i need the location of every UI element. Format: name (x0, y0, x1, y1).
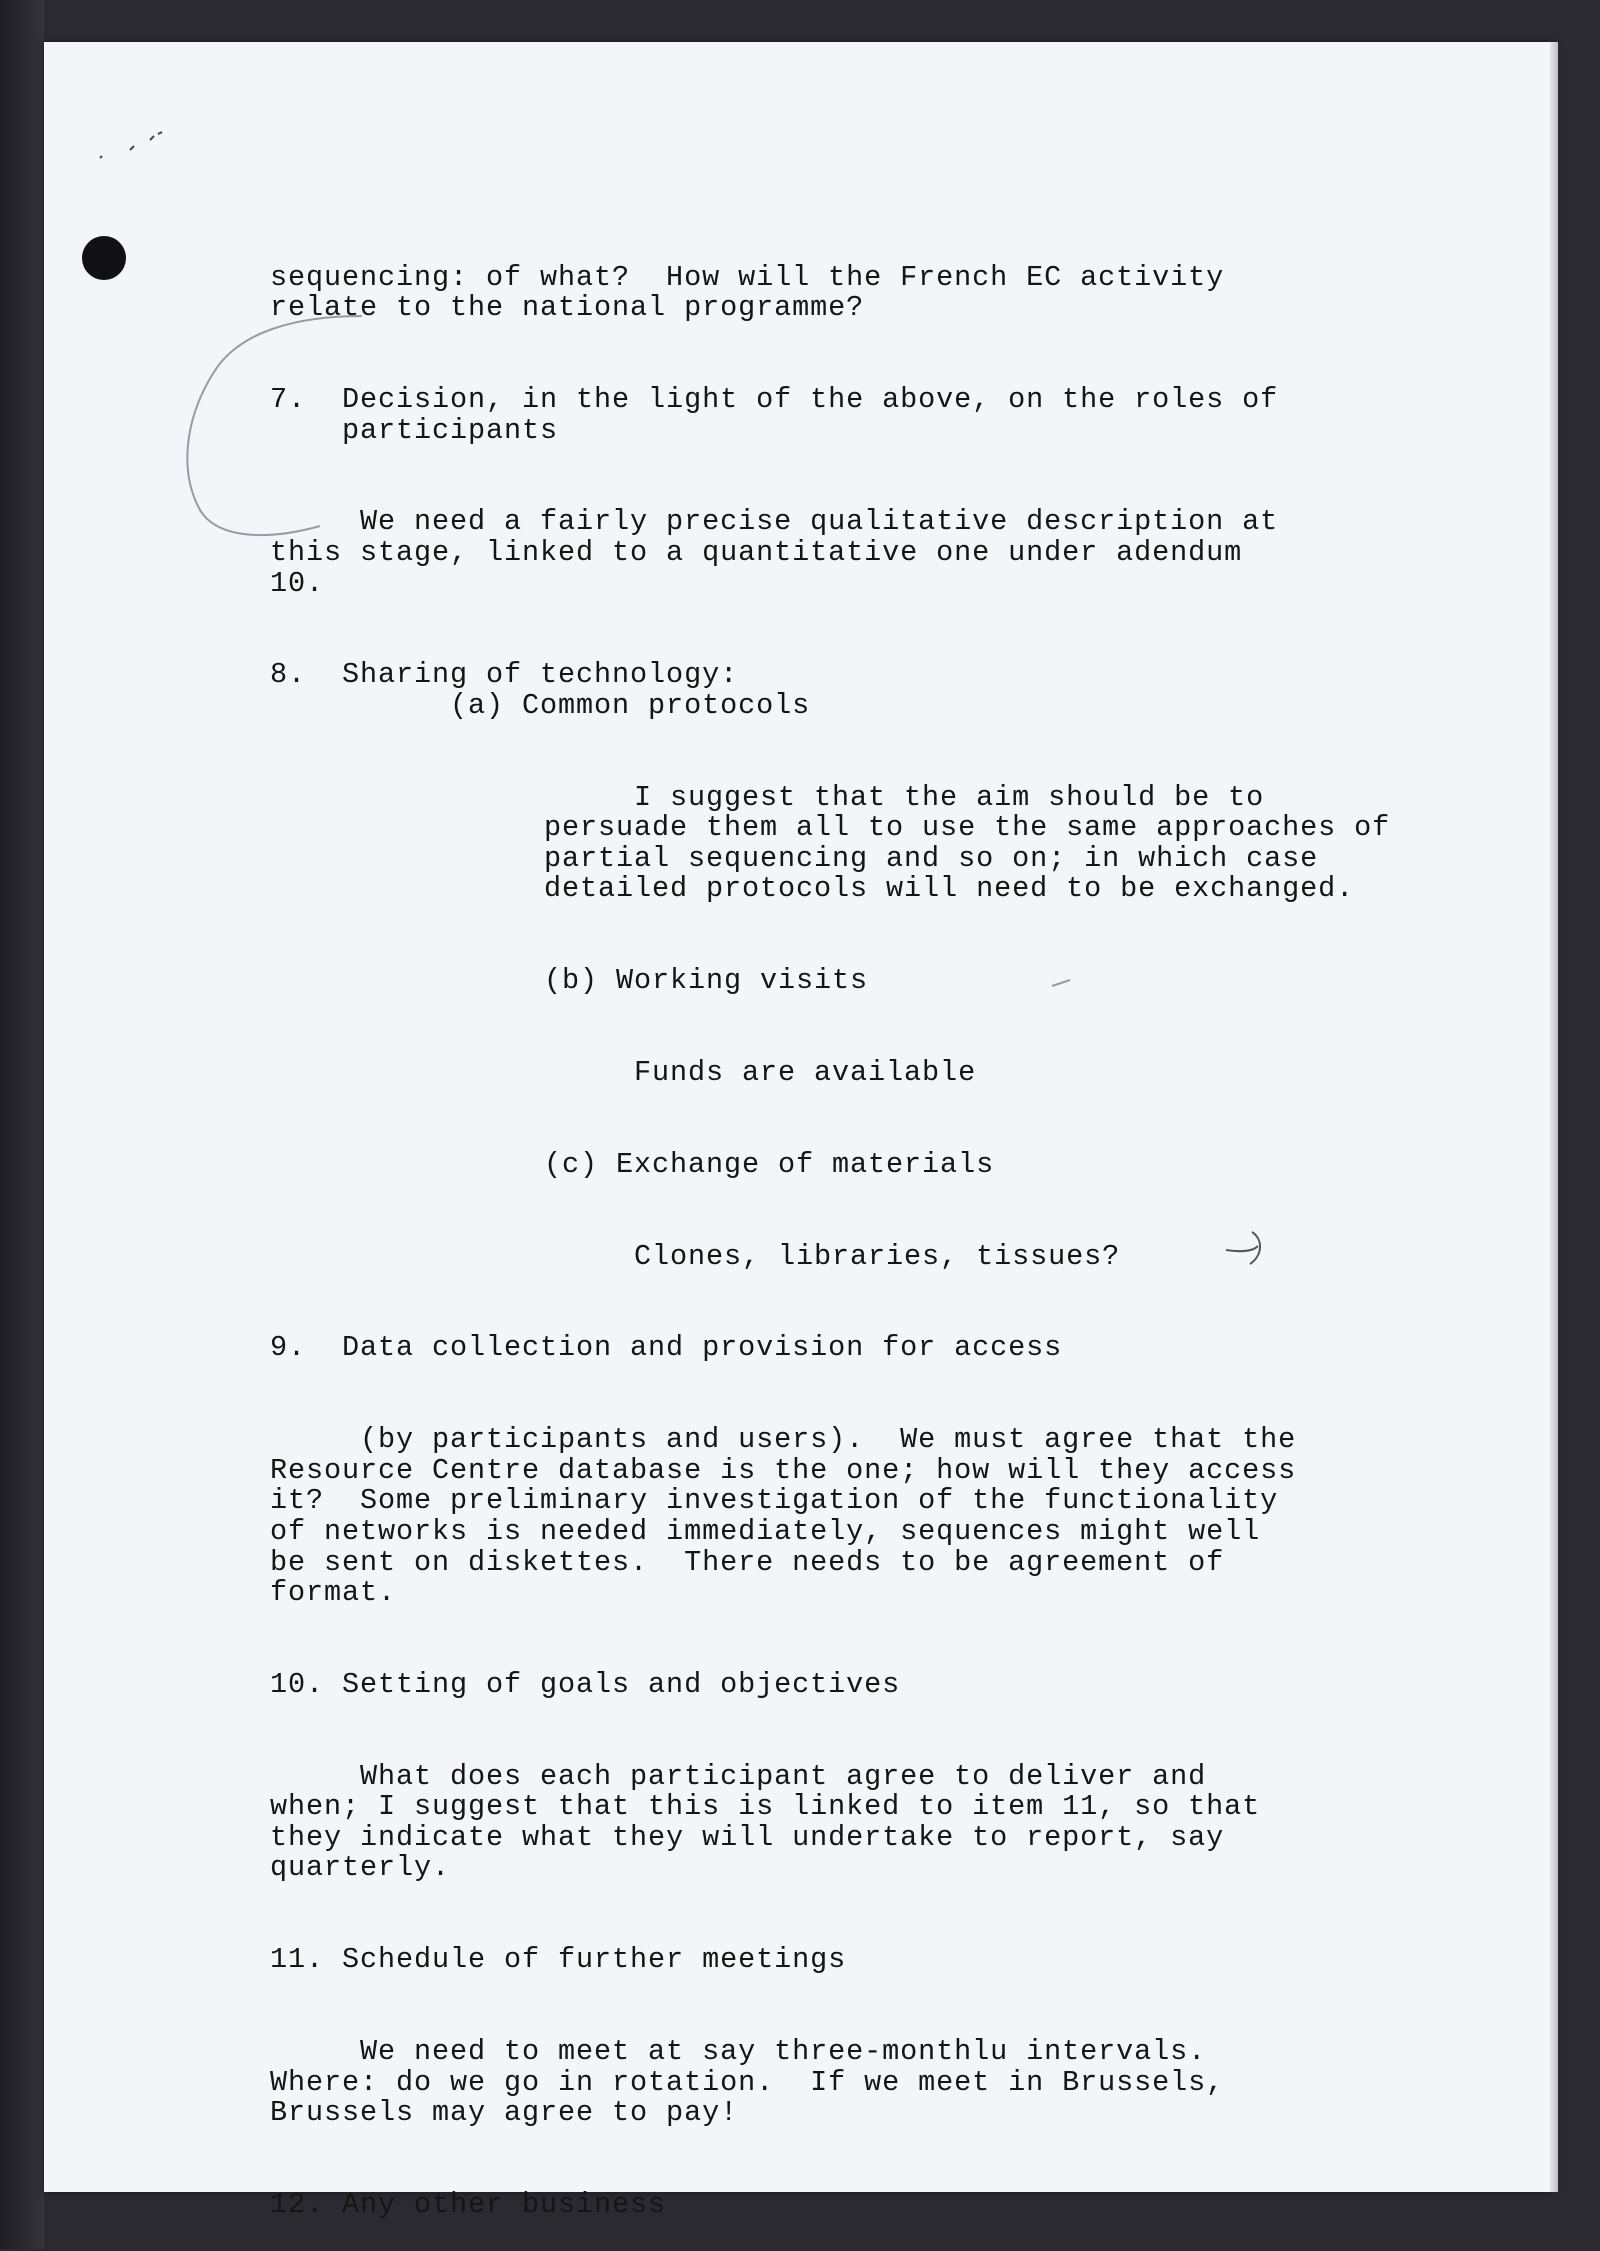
text-line: (c) Exchange of materials (544, 1147, 995, 1181)
text-line: sequencing: of what? How will the French EC activity (270, 260, 1225, 294)
paragraph-intro (270, 260, 1390, 325)
text-line: Clones, libraries, tissues? (544, 1239, 1121, 1273)
item-11-heading (270, 1945, 1390, 1976)
item-12-heading (270, 2190, 1390, 2221)
item-9-heading (270, 1333, 1390, 1364)
text-line: (b) Working visits (544, 964, 869, 998)
text-line: We need a fairly precise qualitative description at (270, 505, 1279, 539)
text-line: 12. Any other business (270, 2188, 667, 2221)
item-8b-body (270, 1058, 1390, 1089)
scan-background (0, 0, 44, 2249)
text-line: they indicate what they will undertake to report, say (270, 1820, 1225, 1854)
text-line: 8. Sharing of technology: (270, 658, 739, 692)
text-line: (by participants and users). We must agree that the (270, 1423, 1297, 1457)
page-edge (1550, 42, 1558, 2192)
text-line: Resource Centre database is the one; how will they access (270, 1453, 1297, 1487)
item-8-heading (270, 660, 1390, 721)
text-line: I suggest that the aim should be to (544, 780, 1265, 814)
text-line: 9. Data collection and provision for access (270, 1331, 1063, 1365)
item-10-body (270, 1759, 1390, 1885)
item-8b-heading (270, 966, 1390, 997)
text-line: quarterly. (270, 1851, 451, 1885)
text-line: partial sequencing and so on; in which case (544, 841, 1319, 875)
text-line: it? Some preliminary investigation of the functionality (270, 1484, 1279, 1518)
text-line: Where: do we go in rotation. If we meet in Brussels, (270, 2065, 1225, 2099)
item-11-body (270, 2037, 1390, 2129)
text-line: Funds are available (544, 1056, 977, 1090)
text-line: persuade them all to use the same approaches of (544, 811, 1391, 845)
text-line: when; I suggest that this is linked to item 11, so that (270, 1790, 1261, 1824)
text-line: of networks is needed immediately, sequences might well (270, 1514, 1261, 1548)
text-line: What does each participant agree to deliver and (270, 1759, 1207, 1793)
text-line: participants (270, 413, 559, 447)
text-line: detailed protocols will need to be exchanged. (544, 872, 1355, 906)
item-8c-heading (270, 1147, 1390, 1181)
text-line: 10. (270, 566, 325, 600)
item-7-heading (270, 382, 1390, 447)
text-line: (a) Common protocols (270, 688, 811, 722)
item-8a-body (270, 780, 1391, 906)
text-line: 11. Schedule of further meetings (270, 1943, 847, 1977)
typed-text (270, 232, 1390, 2251)
text-line: be sent on diskettes. There needs to be agreement of (270, 1545, 1225, 1579)
item-9-body (270, 1425, 1390, 1609)
item-7-body (270, 507, 1390, 599)
text-line: this stage, linked to a quantitative one under adendum (270, 535, 1243, 569)
punch-hole (82, 236, 126, 280)
text-line: 7. Decision, in the light of the above, on the roles of (270, 382, 1279, 416)
text-line: Brussels may agree to pay! (270, 2096, 739, 2130)
text-line: relate to the national programme? (270, 291, 865, 325)
item-10-heading (270, 1667, 1390, 1701)
text-line: format. (270, 1576, 397, 1610)
item-8c-body (270, 1239, 1390, 1273)
text-line: We need to meet at say three-monthlu intervals. (270, 2035, 1207, 2069)
text-line: 10. Setting of goals and objectives (270, 1667, 901, 1701)
